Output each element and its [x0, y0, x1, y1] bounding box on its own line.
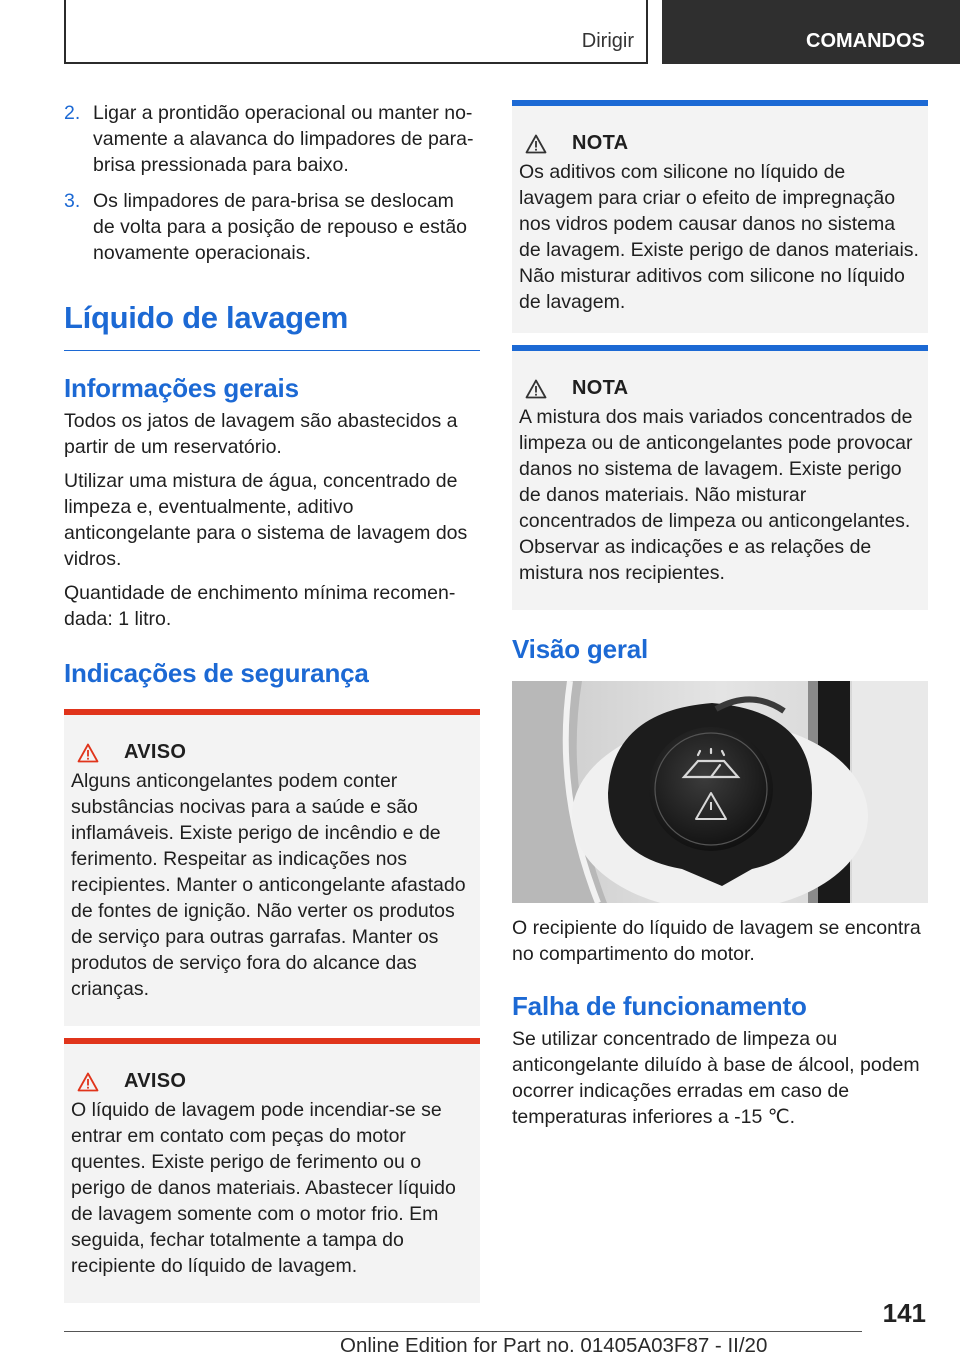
callout-label: NOTA	[572, 132, 629, 154]
note-callout	[512, 345, 928, 610]
washer-cap-illustration	[512, 681, 928, 903]
header-section-label: Dirigir	[581, 30, 634, 52]
step-text: Os limpadores de para-brisa se deslocam de volta para a posição de repouso e estão novamente operacionais.	[93, 190, 468, 264]
right-column	[512, 100, 928, 1138]
page-number: 141	[882, 1298, 926, 1328]
footer-edition: Online Edition for Part no. 01405A03F87 - II/20	[340, 1334, 768, 1357]
callout-label: NOTA	[572, 377, 629, 399]
overview-caption: O recipiente do líquido de lavagem se encontra no compartimento do motor.	[512, 917, 921, 965]
step-item	[64, 188, 480, 266]
caution-triangle-icon	[525, 134, 547, 154]
malfunction-text: Se utilizar concentrado de limpeza ou anticongelante diluído à base de álcool, podem ocorrer indicações erradas em caso de temperaturas inferiores a -15 ℃.	[512, 1028, 920, 1128]
callout-text: Os aditivos com silicone no líquido de lavagem para criar o efeito de impregnação nos vidros podem causar danos no sistema de lavagem. Existe perigo de danos materiais. Não misturar aditivos com silicone no líquido de lavagem.	[519, 161, 919, 313]
safety-title: Indicações de segurança	[64, 658, 369, 688]
step-item	[64, 100, 480, 178]
header-chapter-tab: COMANDOS	[662, 0, 960, 64]
overview-title: Visão geral	[512, 634, 649, 664]
caution-triangle-icon	[525, 379, 547, 399]
general-paragraph: Utilizar uma mistura de água, concentrado de limpeza e, eventualmente, aditivo anticongelante para o sistema de lavagem dos vidros.	[64, 470, 468, 570]
callout-text: A mistura dos mais variados concentrados de limpeza ou de anticongelantes pode provocar danos no sistema de lavagem. Existe perigo de danos materiais. Não misturar concentrados de limpeza ou anticongelantes. Observar as indicações e as relações de mistura nos recipientes.	[519, 406, 913, 584]
callout-text: O líquido de lavagem pode incendiar-se se entrar em contato com peças do motor quentes. Existe perigo de ferimento ou o perigo de danos materiais. Abastecer líquido de lavagem somente com o motor frio. Em seguida, fechar totalmente a tampa do recipiente do líquido de lavagem.	[71, 1099, 456, 1277]
callout-label: AVISO	[124, 741, 187, 763]
warning-triangle-icon	[77, 1072, 99, 1092]
callout-text: Alguns anticongelantes podem conter substâncias nocivas para a saúde e são inflamáveis. Existe perigo de incêndio e de ferimento. Respeitar as indicações nos recipientes. Manter o anticongelante afastado de fontes de ignição. Não verter os produtos de serviço para outras garrafas. Manter os produtos de serviço fora do alcance das crianças.	[71, 770, 466, 1000]
washer-reservoir-photo	[512, 681, 928, 903]
section-title: Líquido de lavagem	[64, 300, 480, 351]
step-number: 3.	[64, 190, 81, 212]
note-callout	[512, 100, 928, 333]
left-column	[64, 100, 480, 1303]
header-frame	[64, 0, 648, 64]
malfunction-title: Falha de funcionamento	[512, 991, 807, 1021]
warning-callout	[64, 1038, 480, 1303]
warning-triangle-icon	[77, 743, 99, 763]
warning-callout	[64, 709, 480, 1026]
general-paragraph: Todos os jatos de lavagem são abastecidos a partir de um reservatório.	[64, 410, 458, 458]
general-info-title: Informações gerais	[64, 373, 299, 403]
step-text: Ligar a prontidão operacional ou manter novamente a alavanca do limpadores de para-brisa pressionada para baixo.	[93, 102, 474, 176]
step-number: 2.	[64, 102, 81, 124]
footer-divider	[64, 1331, 862, 1332]
callout-label: AVISO	[124, 1070, 187, 1092]
general-paragraph: Quantidade de enchimento mínima recomendada: 1 litro.	[64, 582, 456, 630]
